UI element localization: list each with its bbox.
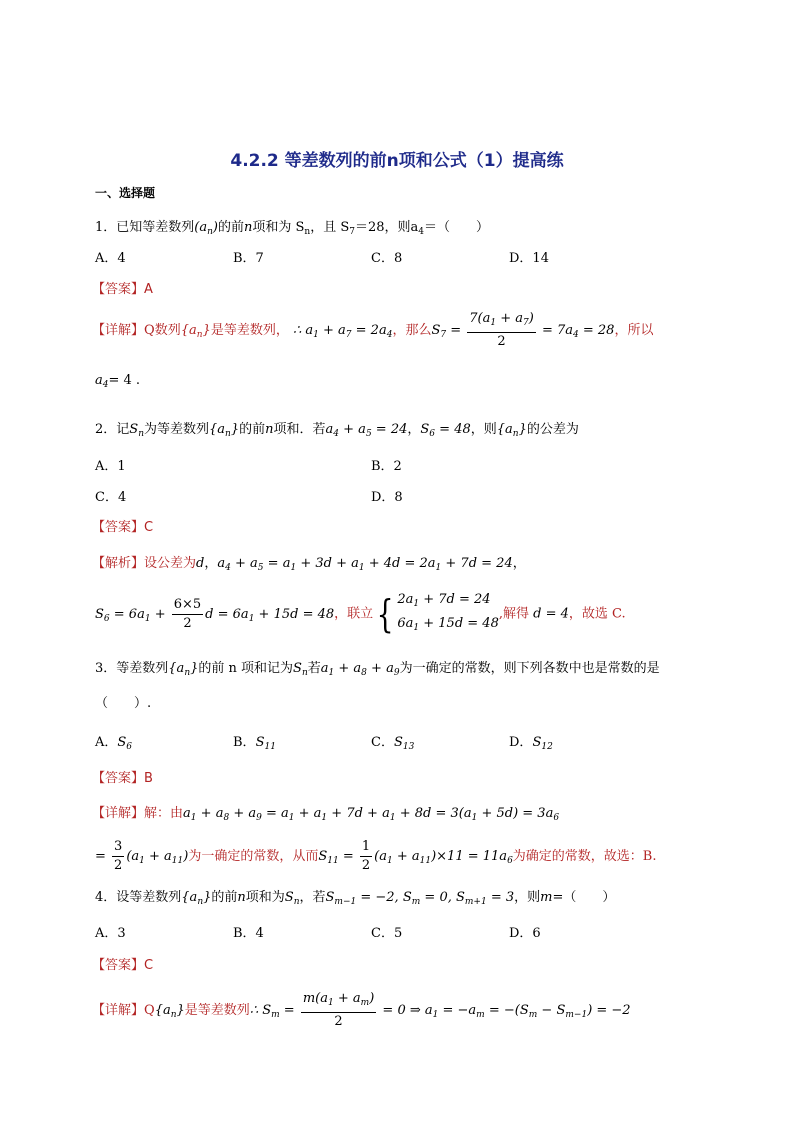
q2-analysis-line1: 【解析】设公差为d，$a_4 + a_5 = a_1 + 3d + a_1 + 4d = 2a_1 + 7d = 24$， — [92, 556, 526, 573]
q1-answer: 【答案】A — [92, 282, 153, 297]
q4-answer: 【答案】C — [92, 958, 154, 973]
question-2-stem: 2．记$S_n$为等差数列$\{a_n\}$的前n项和．若$a_4 + a_5 = 24$，$S_6 = 48$，则$\{a_n\}$的公差为 — [95, 422, 579, 439]
question-3-stem: 3．等差数列$\{a_n\}$的前 n 项和记为$S_n$若$a_1 + a_8 + a_9$为一确定的常数，则下列各数中也是常数的是 — [95, 661, 660, 678]
q4-option-a: A．3 — [95, 926, 126, 941]
q2-option-b: B．2 — [371, 459, 402, 474]
because-icon: Q — [144, 1003, 155, 1018]
q1-detail: 【详解】Q数列$\{a_n\}$是等差数列， ∴ $a_1 + a_7 = 2a_4$，那么$S_7$ = $\frac{7(a_1 + a_7)}{2}$ = $7a_4 = 28$，所以 — [92, 311, 654, 349]
q2-option-c: C．4 — [95, 490, 127, 505]
section-heading: 一、选择题 — [95, 186, 156, 200]
q2-option-a: A．1 — [95, 459, 126, 474]
q3-option-a: A．$S_6$ — [95, 735, 133, 752]
q3-option-b: B．$S_{11}$ — [233, 735, 276, 752]
q1-detail-result: $a_4= 4$ . — [95, 373, 141, 390]
q4-option-d: D．6 — [509, 926, 541, 941]
q1-option-c: C．8 — [371, 251, 403, 266]
q1-option-d: D．14 — [509, 251, 549, 266]
q4-option-b: B．4 — [233, 926, 264, 941]
q3-option-c: C．$S_{13}$ — [371, 735, 415, 752]
question-3-stem-end: （ ）. — [95, 696, 152, 711]
q2-analysis-line2: $S_6 = 6a_1$ + $\frac{6\times 5}{2}$ $d = 6a_1 + 15d = 48$，联立{ $2a_1 + 7d = 24$ $6a_1 + 15d = 48$ ,解得 d = 4，故选 C. — [95, 592, 626, 636]
q3-option-d: D．$S_{12}$ — [509, 735, 553, 752]
q3-detail-line2: = $\frac{3}{2}$ $(a_1 + a_{11})$为一确定的常数，从而$S_{11}$ = $\frac{1}{2}$ $(a_1 + a_{11})\times 11 = 11a_6$为确定的常数，故选：B. — [95, 839, 657, 873]
because-icon: Q — [144, 323, 155, 338]
q3-answer: 【答案】B — [92, 771, 153, 786]
q1-option-a: A．4 — [95, 251, 126, 266]
question-1-stem: 1．已知等差数列$(a_n)$的前n项和为 $S_n$，且 $S_7=28$，则$a_4=$（ ） — [95, 220, 490, 237]
page-title: 4.2.2 等差数列的前n项和公式（1）提高练 — [230, 151, 564, 171]
question-4-stem: 4．设等差数列$\{a_n\}$的前n项和为$S_n$，若$S_{m-1} = -2$, $S_m = 0$, $S_{m+1} = 3$，则m=（ ） — [95, 890, 616, 907]
q4-detail: 【详解】$Q\{a_n\}$是等差数列∴ $S_m$ = $\frac{m(a_1 + a_m)}{2}$ = 0 ⇒ $a_1 = -a_m = -(S_m - S_{m-1}) = -2$ — [92, 991, 631, 1029]
q1-option-b: B．7 — [233, 251, 264, 266]
q2-answer: 【答案】C — [92, 520, 154, 535]
q2-option-d: D．8 — [371, 490, 403, 505]
q4-option-c: C．5 — [371, 926, 403, 941]
q3-detail-line1: 【详解】解：由$a_1 + a_8 + a_9 = a_1 + a_1 + 7d + a_1 + 8d = 3(a_1 + 5d) = 3a_6$ — [92, 806, 560, 823]
